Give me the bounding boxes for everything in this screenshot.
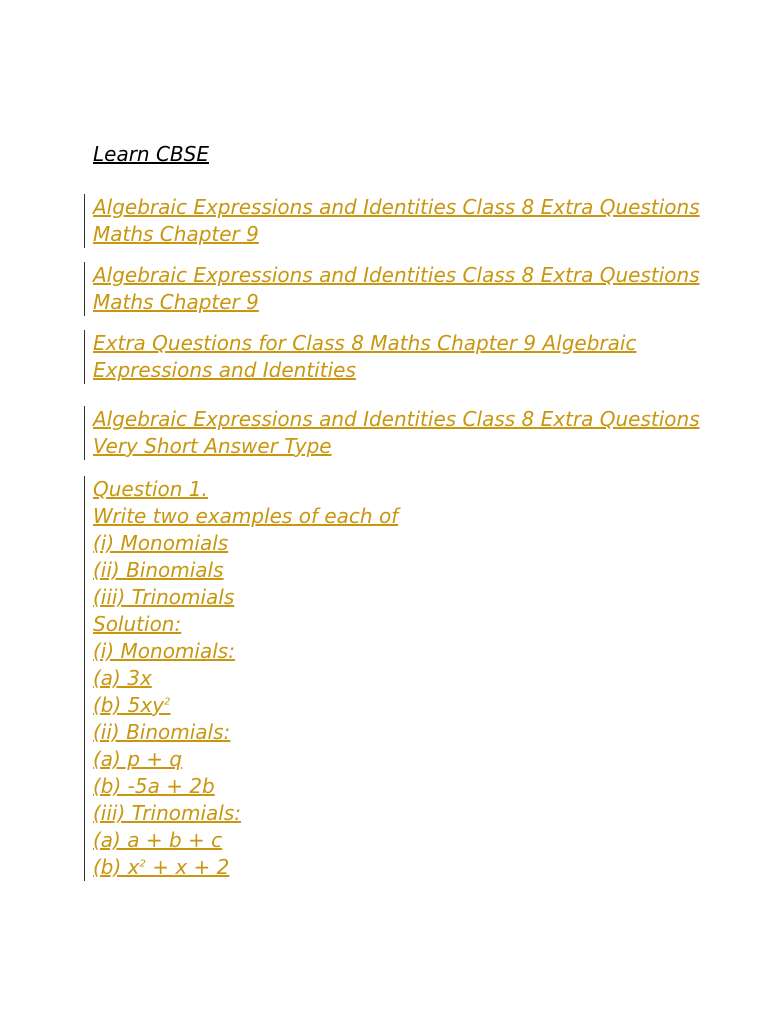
question-line[interactable]: (ii) Binomials — [93, 558, 224, 582]
exponent: 2 — [139, 858, 146, 870]
question-line[interactable]: (iii) Trinomials: — [93, 801, 241, 825]
link-block — [84, 330, 713, 384]
question-line[interactable]: Solution: — [93, 612, 182, 636]
trinomial-b-text: (b) x — [93, 855, 140, 879]
link-line[interactable]: Extra Questions for Class 8 Maths Chapter 9 Algebraic — [93, 331, 637, 355]
link-line[interactable]: Algebraic Expressions and Identities Class 8 Extra Questions — [93, 263, 700, 287]
link-line[interactable]: Algebraic Expressions and Identities Class 8 Extra Questions — [93, 195, 700, 219]
question-line[interactable]: (i) Monomials: — [93, 639, 235, 663]
exponent: 2 — [164, 696, 171, 708]
question-line[interactable]: (a) 3x — [93, 666, 152, 690]
link-block — [84, 262, 713, 316]
question-line[interactable]: (a) p + q — [93, 747, 183, 771]
link-line[interactable]: Maths Chapter 9 — [93, 290, 259, 314]
question-line[interactable]: (i) Monomials — [93, 531, 229, 555]
page-header: Learn CBSE — [93, 142, 209, 166]
link-line[interactable]: Algebraic Expressions and Identities Class 8 Extra Questions — [93, 407, 700, 431]
question-line[interactable]: (b) -5a + 2b — [93, 774, 215, 798]
monomial-b-text: (b) 5xy — [93, 693, 165, 717]
question-line[interactable]: (ii) Binomials: — [93, 720, 231, 744]
link-line[interactable]: Very Short Answer Type — [93, 434, 332, 458]
link-line[interactable]: Expressions and Identities — [93, 358, 356, 382]
question-line[interactable] — [93, 692, 713, 719]
question-line[interactable]: (iii) Trinomials — [93, 585, 235, 609]
question-line[interactable]: Question 1. — [93, 477, 208, 501]
question-block — [84, 476, 713, 881]
link-block — [84, 406, 713, 460]
question-line[interactable] — [93, 854, 713, 881]
question-line[interactable]: (a) a + b + c — [93, 828, 223, 852]
trinomial-b-suffix: + x + 2 — [145, 855, 230, 879]
link-block — [84, 194, 713, 248]
question-line[interactable]: Write two examples of each of — [93, 504, 399, 528]
link-line[interactable]: Maths Chapter 9 — [93, 222, 259, 246]
